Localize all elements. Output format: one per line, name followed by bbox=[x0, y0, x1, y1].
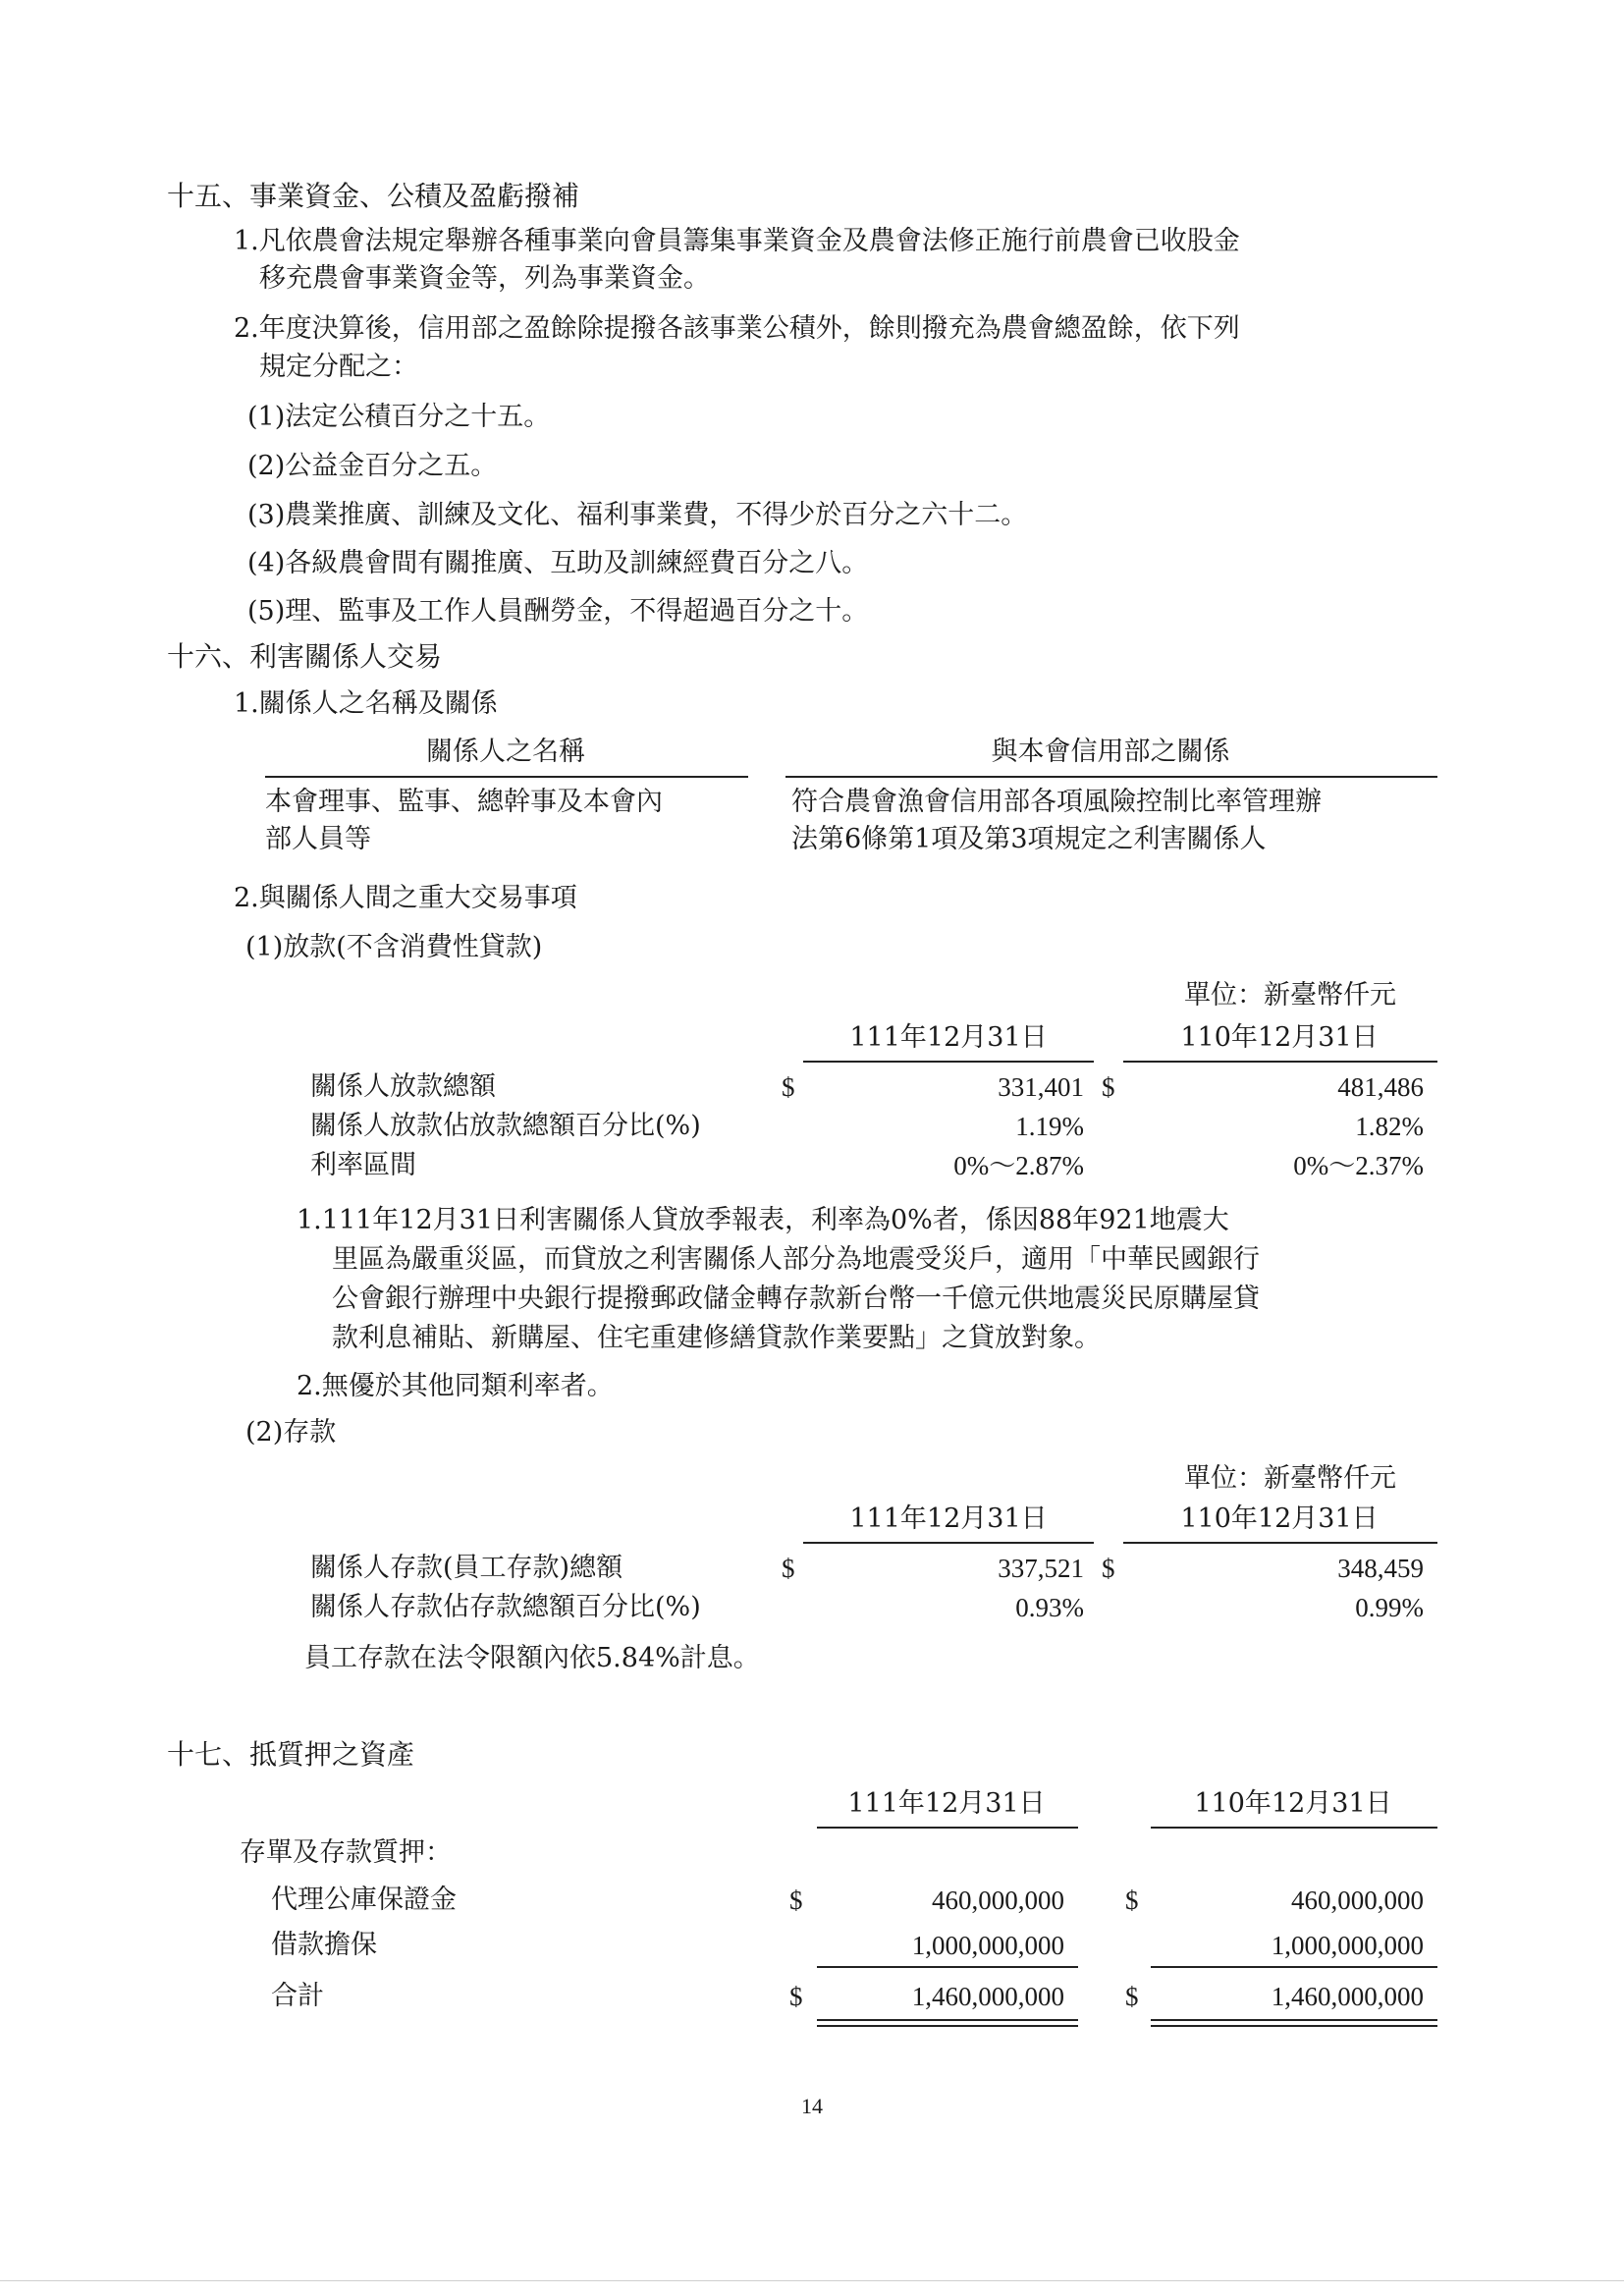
pledged-row-value-110: 460,000,000 bbox=[1291, 1886, 1424, 1915]
loans-row-currency: $ bbox=[782, 1072, 795, 1102]
deposits-row-currency: $ bbox=[1102, 1554, 1115, 1583]
loans-unit: 單位：新臺幣仟元 bbox=[1184, 980, 1396, 1011]
rel-table-col2-rule bbox=[785, 776, 1437, 778]
loans-row-value-110: 481,486 bbox=[1337, 1072, 1424, 1102]
section-15-sub5: (5)理、監事及工作人員酬勞金，不得超過百分之十。 bbox=[247, 596, 869, 627]
loans-col2-header: 110年12月31日 bbox=[1180, 1022, 1379, 1053]
loans-note1-line3: 公會銀行辦理中央銀行提撥郵政儲金轉存款新台幣一千億元供地震災民原購屋貸 bbox=[332, 1284, 1260, 1314]
pledged-row-value-110: 1,000,000,000 bbox=[1271, 1931, 1424, 1960]
scan-edge-line bbox=[0, 2280, 1624, 2281]
pledged-total-double-rule bbox=[817, 2019, 1078, 2027]
loans-row-label: 關係人放款佔放款總額百分比(%) bbox=[310, 1111, 701, 1141]
deposits-col2-rule bbox=[1123, 1542, 1437, 1544]
rel-table-col2-line1: 符合農會漁會信用部各項風險控制比率管理辦 bbox=[791, 787, 1322, 817]
section-15-item2-line1: 2.年度決算後，信用部之盈餘除提撥各該事業公積外，餘則撥充為農會總盈餘，依下列 bbox=[234, 313, 1240, 344]
section-15-sub3: (3)農業推廣、訓練及文化、福利事業費，不得少於百分之六十二。 bbox=[247, 500, 1028, 530]
loans-title: (1)放款(不含消費性貸款) bbox=[245, 932, 543, 962]
pledged-row-value-111: 1,000,000,000 bbox=[911, 1931, 1064, 1960]
pledged-group-label: 存單及存款質押： bbox=[240, 1837, 452, 1868]
deposits-row-value-111: 0.93% bbox=[1015, 1593, 1084, 1622]
section-15-sub2: (2)公益金百分之五。 bbox=[247, 451, 498, 481]
pledged-col1-rule bbox=[817, 1827, 1078, 1829]
section-15-item1-line1: 1.凡依農會法規定舉辦各種事業向會員籌集事業資金及農會法修正施行前農會已收股金 bbox=[234, 226, 1240, 256]
loans-row-label: 關係人放款總額 bbox=[310, 1071, 496, 1102]
rel-table-col2-header: 與本會信用部之關係 bbox=[991, 737, 1230, 767]
loans-row-value-111: 331,401 bbox=[998, 1072, 1084, 1102]
section-15-sub1: (1)法定公積百分之十五。 bbox=[247, 402, 551, 432]
section-16-item1: 1.關係人之名稱及關係 bbox=[234, 688, 498, 719]
loans-row-label: 利率區間 bbox=[310, 1150, 416, 1180]
pledged-total-currency: $ bbox=[789, 1982, 803, 2011]
pledged-row-label: 借款擔保 bbox=[271, 1930, 377, 1960]
pledged-row-currency: $ bbox=[789, 1886, 803, 1915]
rel-table-col1-rule bbox=[265, 776, 748, 778]
pledged-total-double-rule bbox=[1151, 2019, 1437, 2027]
deposits-unit: 單位：新臺幣仟元 bbox=[1184, 1463, 1396, 1494]
loans-row-value-110: 0%～2.37% bbox=[1293, 1151, 1424, 1180]
deposits-row-label: 關係人存款佔存款總額百分比(%) bbox=[310, 1592, 701, 1622]
pledged-col2-header: 110年12月31日 bbox=[1194, 1788, 1392, 1819]
deposits-col1-rule bbox=[803, 1542, 1094, 1544]
pledged-total-currency: $ bbox=[1125, 1982, 1139, 2011]
loans-note1-line1: 1.111年12月31日利害關係人貸放季報表，利率為0%者，係因88年921地震大 bbox=[297, 1205, 1229, 1235]
pledged-subtotal-rule bbox=[1151, 1966, 1437, 1968]
loans-row-value-110: 1.82% bbox=[1355, 1112, 1424, 1141]
loans-col1-header: 111年12月31日 bbox=[849, 1022, 1048, 1053]
loans-note1-line2: 里區為嚴重災區，而貸放之利害關係人部分為地震受災戶，適用「中華民國銀行 bbox=[332, 1244, 1260, 1275]
rel-table-col1-line1: 本會理事、監事、總幹事及本會內 bbox=[265, 787, 663, 817]
rel-table-col2-line2: 法第6條第1項及第3項規定之利害關係人 bbox=[791, 824, 1267, 854]
deposits-title: (2)存款 bbox=[245, 1417, 337, 1448]
section-15-heading: 十五、事業資金、公積及盈虧撥補 bbox=[167, 180, 580, 212]
pledged-total-value-110: 1,460,000,000 bbox=[1271, 1982, 1424, 2011]
pledged-row-value-111: 460,000,000 bbox=[932, 1886, 1064, 1915]
loans-col2-rule bbox=[1123, 1061, 1437, 1063]
loans-row-currency: $ bbox=[1102, 1072, 1115, 1102]
loans-col1-rule bbox=[803, 1061, 1094, 1063]
deposits-row-label: 關係人存款(員工存款)總額 bbox=[310, 1553, 623, 1583]
loans-row-value-111: 0%～2.87% bbox=[953, 1151, 1084, 1180]
deposits-row-currency: $ bbox=[782, 1554, 795, 1583]
deposits-row-value-110: 348,459 bbox=[1337, 1554, 1424, 1583]
deposits-row-value-111: 337,521 bbox=[998, 1554, 1084, 1583]
pledged-row-label: 代理公庫保證金 bbox=[271, 1885, 457, 1915]
section-16-heading: 十六、利害關係人交易 bbox=[167, 640, 443, 673]
pledged-row-currency: $ bbox=[1125, 1886, 1139, 1915]
pledged-total-label: 合計 bbox=[271, 1981, 324, 2011]
pledged-col2-rule bbox=[1151, 1827, 1437, 1829]
section-15-item2-line2: 規定分配之： bbox=[259, 352, 418, 382]
loans-note2: 2.無優於其他同類利率者。 bbox=[297, 1371, 614, 1401]
deposits-col2-header: 110年12月31日 bbox=[1180, 1503, 1379, 1534]
section-15-sub4: (4)各級農會間有關推廣、互助及訓練經費百分之八。 bbox=[247, 548, 869, 578]
pledged-col1-header: 111年12月31日 bbox=[847, 1788, 1046, 1819]
deposits-note: 員工存款在法令限額內依5.84%計息。 bbox=[304, 1643, 760, 1673]
deposits-col1-header: 111年12月31日 bbox=[849, 1503, 1048, 1534]
section-17-heading: 十七、抵質押之資產 bbox=[167, 1738, 415, 1771]
pledged-total-value-111: 1,460,000,000 bbox=[911, 1982, 1064, 2011]
section-15-item1-line2: 移充農會事業資金等，列為事業資金。 bbox=[259, 263, 710, 294]
loans-note1-line4: 款利息補貼、新購屋、住宅重建修繕貸款作業要點」之貸放對象。 bbox=[332, 1323, 1101, 1353]
section-16-item2: 2.與關係人間之重大交易事項 bbox=[234, 883, 577, 913]
pledged-subtotal-rule bbox=[817, 1966, 1078, 1968]
deposits-row-value-110: 0.99% bbox=[1355, 1593, 1424, 1622]
rel-table-col1-header: 關係人之名稱 bbox=[426, 737, 585, 767]
loans-row-value-111: 1.19% bbox=[1015, 1112, 1084, 1141]
page-number: 14 bbox=[801, 2094, 823, 2118]
rel-table-col1-line2: 部人員等 bbox=[265, 824, 371, 854]
